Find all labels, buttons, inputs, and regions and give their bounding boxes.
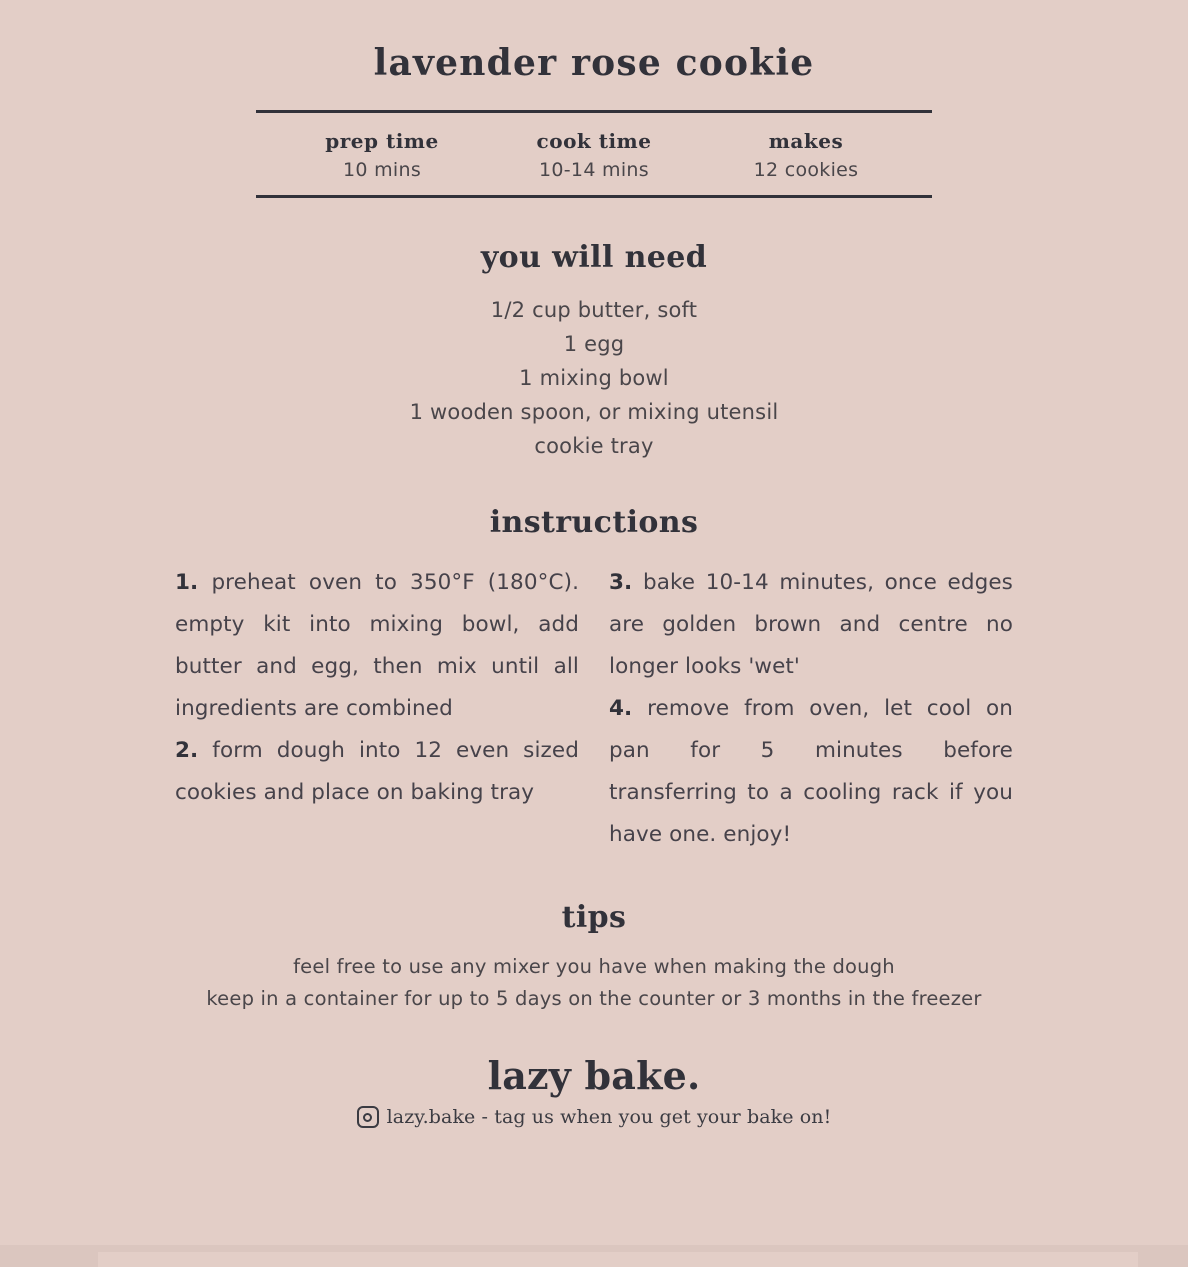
meta-cook-time-value: 10-14 mins (539, 159, 649, 181)
list-item: keep in a container for up to 5 days on the counter or 3 months in the freezer (206, 987, 982, 1010)
list-item (609, 688, 1013, 856)
meta-makes-value: 12 cookies (753, 159, 859, 181)
step-number: 4. (609, 696, 633, 721)
list-item (175, 730, 579, 814)
social-handle[interactable] (0, 1106, 1188, 1128)
ingredients-list (0, 293, 1188, 463)
page-bottom-strip-inner (98, 1252, 1138, 1267)
list-item: cookie tray (534, 434, 654, 458)
meta-cook-time (488, 129, 700, 181)
tips-list (0, 951, 1188, 1015)
instructions-heading: instructions (489, 505, 699, 540)
recipe-meta (256, 110, 932, 198)
meta-prep-time (276, 129, 488, 181)
list-item: 1 egg (563, 332, 625, 356)
instagram-icon (357, 1106, 379, 1128)
page-title: lavender rose cookie (373, 42, 815, 84)
instructions-column-left (175, 562, 579, 856)
social-handle-text: lazy.bake - tag us when you get your bake on! (386, 1106, 832, 1128)
ingredients-heading: you will need (480, 240, 708, 275)
step-text: bake 10-14 minutes, once edges are golden brown and centre no longer looks 'wet' (609, 570, 1013, 679)
step-number: 1. (175, 570, 199, 595)
brand-wordmark: lazy bake. (487, 1053, 701, 1098)
list-item (175, 562, 579, 730)
list-item: 1 mixing bowl (519, 366, 669, 390)
meta-prep-time-label: prep time (325, 129, 439, 153)
step-text: preheat oven to 350°F (180°C). empty kit into mixing bowl, add butter and egg, then mix until all ingredients are combined (175, 570, 580, 721)
list-item: feel free to use any mixer you have when making the dough (293, 955, 895, 978)
step-text: form dough into 12 even sized cookies and place on baking tray (175, 738, 579, 805)
instructions-columns (175, 562, 1013, 856)
instructions-column-right (609, 562, 1013, 856)
step-text: remove from oven, let cool on pan for 5 minutes before transferring to a cooling rack if you have one. enjoy! (609, 696, 1014, 847)
meta-cook-time-label: cook time (536, 129, 652, 153)
step-number: 2. (175, 738, 199, 763)
tips-heading: tips (561, 900, 627, 935)
meta-prep-time-value: 10 mins (342, 159, 422, 181)
step-number: 3. (609, 570, 633, 595)
list-item (609, 562, 1013, 688)
meta-makes (700, 129, 912, 181)
list-item: 1 wooden spoon, or mixing utensil (409, 400, 779, 424)
list-item: 1/2 cup butter, soft (490, 298, 698, 322)
meta-makes-label: makes (768, 129, 844, 153)
